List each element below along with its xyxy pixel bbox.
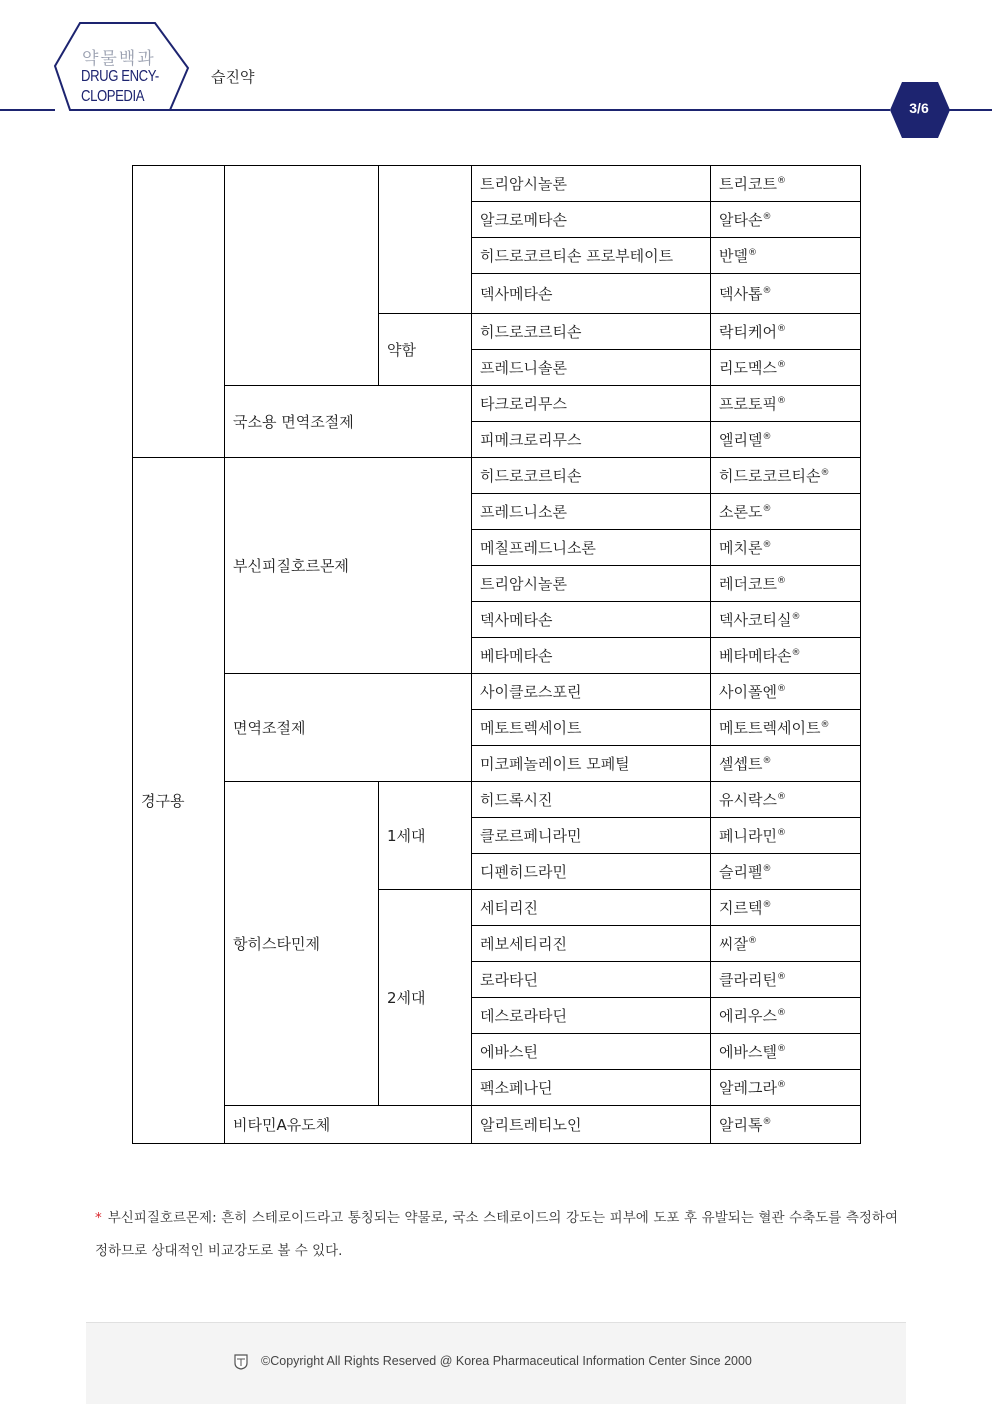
registered-mark: ® xyxy=(762,503,772,514)
registered-mark: ® xyxy=(762,431,772,442)
registered-mark: ® xyxy=(747,247,757,258)
brand-name: 사이폴엔® xyxy=(711,674,861,710)
drug-name: 클로르페니라민 xyxy=(472,818,711,854)
registered-mark: ® xyxy=(776,359,786,370)
registered-mark: ® xyxy=(762,863,772,874)
category-vitamin-a-derivative: 비타민A유도체 xyxy=(225,1106,472,1144)
registered-mark: ® xyxy=(776,323,786,334)
brand-name: 리도멕스® xyxy=(711,350,861,386)
registered-mark: ® xyxy=(776,1079,786,1090)
registered-mark: ® xyxy=(776,683,786,694)
drug-name: 히드로코르티손 프로부테이트 xyxy=(472,238,711,274)
category-corticosteroid: 부신피질호르몬제 xyxy=(225,458,472,674)
drug-name: 베타메타손 xyxy=(472,638,711,674)
drug-name: 세티리진 xyxy=(472,890,711,926)
category-topical-immunomodulator: 국소용 면역조절제 xyxy=(225,386,472,458)
category-cell-topical-steroid xyxy=(225,166,379,386)
drug-name: 데스로라타딘 xyxy=(472,998,711,1034)
generation-1: 1세대 xyxy=(379,782,472,890)
brand-name: 알타손® xyxy=(711,202,861,238)
drug-name: 타크로리무스 xyxy=(472,386,711,422)
footnote-marker: * xyxy=(95,1210,102,1226)
drug-name: 알크로메타손 xyxy=(472,202,711,238)
brand-name: 덱사코티실® xyxy=(711,602,861,638)
drug-name: 메토트렉세이트 xyxy=(472,710,711,746)
registered-mark: ® xyxy=(762,285,772,296)
brand-name: 베타메타손® xyxy=(711,638,861,674)
logo-english-line1: DRUG ENCY- xyxy=(81,68,159,85)
registered-mark: ® xyxy=(776,575,786,586)
registered-mark: ® xyxy=(762,211,772,222)
document-title: 습진약 xyxy=(211,68,255,86)
brand-name: 엘리델® xyxy=(711,422,861,458)
brand-name: 씨잘® xyxy=(711,926,861,962)
drug-name: 트리암시놀론 xyxy=(472,566,711,602)
drug-name: 로라타딘 xyxy=(472,962,711,998)
brand-name: 클라리틴® xyxy=(711,962,861,998)
drug-name: 피메크로리무스 xyxy=(472,422,711,458)
brand-name: 레더코트® xyxy=(711,566,861,602)
seal-icon xyxy=(234,1354,248,1370)
page-footer xyxy=(86,1322,906,1404)
drug-name: 펙소페나딘 xyxy=(472,1070,711,1106)
brand-name: 메토트렉세이트® xyxy=(711,710,861,746)
drug-table xyxy=(132,165,861,1144)
route-oral: 경구용 xyxy=(133,458,225,1144)
drug-name: 히드로코르티손 xyxy=(472,458,711,494)
registered-mark: ® xyxy=(762,755,772,766)
route-cell-topical xyxy=(133,166,225,458)
registered-mark: ® xyxy=(776,971,786,982)
logo-english-line2: CLOPEDIA xyxy=(81,88,145,105)
drug-name: 알리트레티노인 xyxy=(472,1106,711,1144)
registered-mark: ® xyxy=(776,175,786,186)
drug-name: 프레드니솔론 xyxy=(472,350,711,386)
brand-name: 슬리펠® xyxy=(711,854,861,890)
copyright-text: ©Copyright All Rights Reserved @ Korea Pharmaceutical Information Center Since 2000 xyxy=(261,1354,752,1368)
drug-name: 레보세티리진 xyxy=(472,926,711,962)
registered-mark: ® xyxy=(762,539,772,550)
footnote xyxy=(95,1202,898,1268)
brand-name: 히드로코르티손® xyxy=(711,458,861,494)
drug-name: 디펜히드라민 xyxy=(472,854,711,890)
strength-label-weak: 약함 xyxy=(379,314,472,386)
drug-name: 프레드니소론 xyxy=(472,494,711,530)
brand-name: 알리톡® xyxy=(711,1106,861,1144)
brand-name: 에리우스® xyxy=(711,998,861,1034)
drug-name: 히드록시진 xyxy=(472,782,711,818)
registered-mark: ® xyxy=(776,791,786,802)
brand-name: 지르텍® xyxy=(711,890,861,926)
drug-name: 히드로코르티손 xyxy=(472,314,711,350)
drug-name: 덱사메타손 xyxy=(472,602,711,638)
drug-name: 트리암시놀론 xyxy=(472,166,711,202)
page-indicator: 3/6 xyxy=(909,100,929,116)
brand-name: 유시락스® xyxy=(711,782,861,818)
registered-mark: ® xyxy=(820,467,830,478)
registered-mark: ® xyxy=(762,1116,772,1127)
registered-mark: ® xyxy=(762,899,772,910)
page-header xyxy=(0,0,992,140)
registered-mark: ® xyxy=(791,611,801,622)
brand-name: 프로토픽® xyxy=(711,386,861,422)
drug-name: 사이클로스포린 xyxy=(472,674,711,710)
category-antihistamine: 항히스타민제 xyxy=(225,782,379,1106)
registered-mark: ® xyxy=(747,935,757,946)
registered-mark: ® xyxy=(776,827,786,838)
brand-name: 에바스텔® xyxy=(711,1034,861,1070)
drug-name: 메칠프레드니소론 xyxy=(472,530,711,566)
drug-name: 덱사메타손 xyxy=(472,274,711,314)
registered-mark: ® xyxy=(776,1007,786,1018)
brand-name: 트리코트® xyxy=(711,166,861,202)
strength-cell-upper xyxy=(379,166,472,314)
brand-name: 알레그라® xyxy=(711,1070,861,1106)
brand-name: 소론도® xyxy=(711,494,861,530)
category-immunomodulator: 면역조절제 xyxy=(225,674,472,782)
drug-name: 미코페놀레이트 모페틸 xyxy=(472,746,711,782)
brand-name: 페니라민® xyxy=(711,818,861,854)
registered-mark: ® xyxy=(776,1043,786,1054)
registered-mark: ® xyxy=(820,719,830,730)
logo-korean: 약물백과 xyxy=(82,49,156,69)
brand-name: 반델® xyxy=(711,238,861,274)
brand-name: 덱사톱® xyxy=(711,274,861,314)
drug-name: 에바스틴 xyxy=(472,1034,711,1070)
brand-name: 메치론® xyxy=(711,530,861,566)
generation-2: 2세대 xyxy=(379,890,472,1106)
brand-name: 락티케어® xyxy=(711,314,861,350)
registered-mark: ® xyxy=(791,647,801,658)
brand-name: 셀셉트® xyxy=(711,746,861,782)
registered-mark: ® xyxy=(776,395,786,406)
footnote-text: 부신피질호르몬제: 흔히 스테로이드라고 통칭되는 약물로, 국소 스테로이드의 강도는 피부에 도포 후 유발되는 혈관 수축도를 측정하여 정하므로 상대적인 비교강도로 볼 수 있다. xyxy=(95,1210,898,1259)
